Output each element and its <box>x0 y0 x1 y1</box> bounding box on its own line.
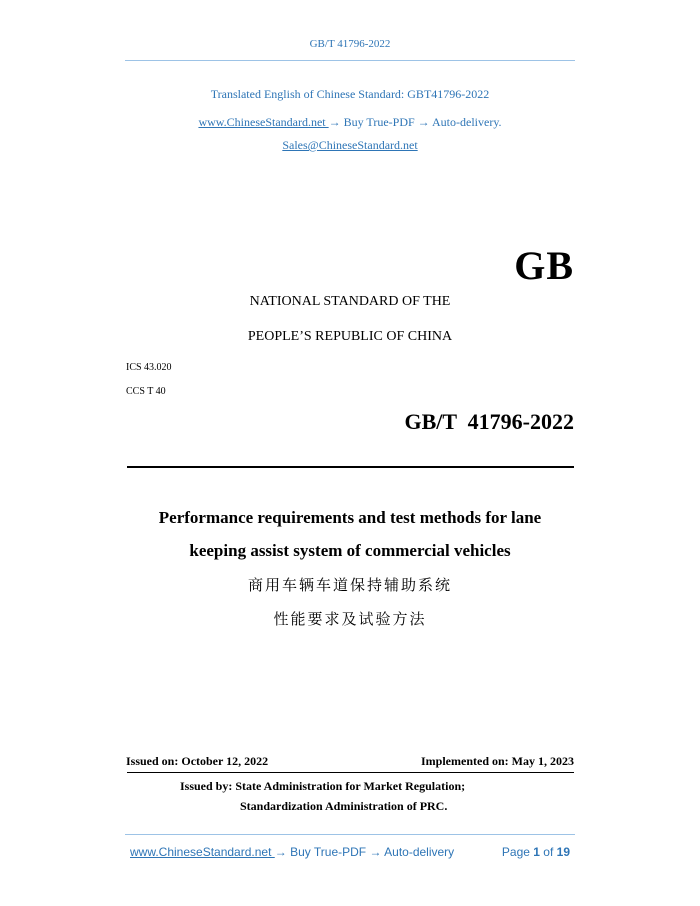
page-of: of <box>539 845 557 859</box>
page-counter <box>502 845 570 859</box>
footer-delivery-text: Auto-delivery <box>384 845 455 859</box>
chinese-title-line2: 性能要求及试验方法 <box>273 610 427 628</box>
footer-divider <box>125 834 575 835</box>
implemented-date: Implemented on: May 1, 2023 <box>421 754 574 768</box>
purchase-links <box>0 115 700 130</box>
page-total: 19 <box>556 845 570 859</box>
national-standard-line1: NATIONAL STANDARD OF THE <box>249 294 451 309</box>
arrow-icon: → <box>366 845 385 859</box>
english-title-line2: keeping assist system of commercial vehicles <box>189 541 511 560</box>
gb-mark: GB <box>514 243 574 288</box>
ics-code: ICS 43.020 <box>126 362 172 373</box>
standard-number: GB/T 41796-2022 <box>404 409 574 434</box>
chinese-title-line1: 商用车辆车道保持辅助系统 <box>247 576 452 594</box>
page-word: Page <box>501 845 534 859</box>
arrow-icon: → <box>274 845 291 859</box>
site-link[interactable]: www.ChineseStandard.net <box>198 115 329 129</box>
auto-delivery-text: Auto-delivery. <box>432 115 502 129</box>
title-divider <box>127 466 574 468</box>
arrow-icon: → <box>328 115 344 129</box>
issue-divider <box>127 772 574 773</box>
header-divider <box>125 60 575 61</box>
sales-email <box>0 138 700 153</box>
translation-note: Translated English of Chinese Standard: GBT41796-2022 <box>210 87 490 101</box>
english-title-line1: Performance requirements and test methods for lane <box>158 508 542 527</box>
arrow-icon: → <box>414 115 433 129</box>
ccs-code: CCS T 40 <box>126 386 166 397</box>
national-standard-line2: PEOPLE’S REPUBLIC OF CHINA <box>247 329 453 344</box>
buy-pdf-text: Buy True-PDF <box>343 115 415 129</box>
email-link[interactable]: Sales@ChineseStandard.net <box>282 138 418 152</box>
footer-site-link[interactable]: www.ChineseStandard.net <box>130 845 275 859</box>
page-current: 1 <box>533 845 540 859</box>
footer-links <box>130 845 454 859</box>
issued-by-line2: Standardization Administration of PRC. <box>240 799 448 813</box>
footer-buy-text: Buy True-PDF <box>290 845 367 859</box>
page-header-code: GB/T 41796-2022 <box>309 38 391 50</box>
issued-by-line1: Issued by: State Administration for Market Regulation; <box>180 779 466 793</box>
issued-date: Issued on: October 12, 2022 <box>126 754 269 768</box>
